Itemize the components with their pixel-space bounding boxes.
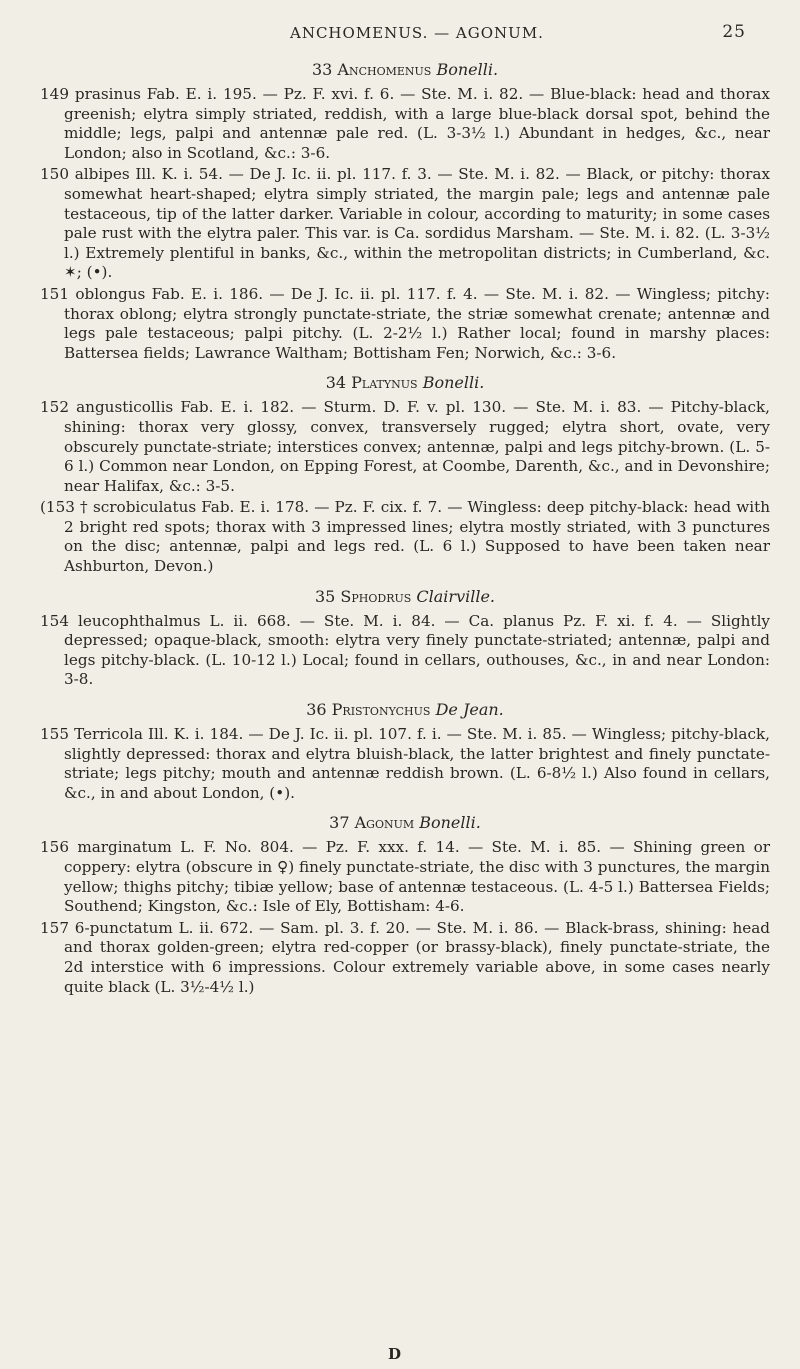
- section-heading: [40, 587, 770, 606]
- species-entry: [40, 285, 770, 363]
- entry-number: 157: [40, 918, 69, 937]
- section-heading: [40, 60, 770, 79]
- genus-author: De Jean.: [435, 700, 504, 720]
- species-entry: [40, 612, 770, 690]
- entry-text: Terricola Ill. K. i. 184. — De J. Ic. ii. pl. 107. f. i. — Ste. M. i. 85. — Wingless; pitchy-black, slightly depressed: thorax and elytra bluish-black, the latter brightest and finely punctate-striate; legs pitchy; mouth and antennæ reddish brown. (L. 6-8½ l.) Also found in cellars, &c., in and about London, (•).: [64, 725, 771, 802]
- species-entry: [40, 919, 770, 997]
- entry-number: 149: [40, 85, 69, 103]
- genus-name: 34 Platynus: [325, 373, 418, 393]
- entry-number: (153: [40, 498, 75, 517]
- species-entry: [40, 498, 770, 576]
- genus-name: 36 Pristonychus: [306, 700, 431, 720]
- running-head-title: ANCHOMENUS. — AGONUM.: [290, 24, 544, 42]
- entry-text: albipes Ill. K. i. 54. — De J. Ic. ii. pl. 117. f. 3. — Ste. M. i. 82. — Black, or pitchy: thorax somewhat heart-shaped; elytra simply striated, the margin pale; legs and antennæ pale testaceous, tip of the latter darker. Variable in colour, according to maturity; in some cases pale rust with the elytra paler. This var. is Ca. sordidus Marsham. — Ste. M. i. 82. (L. 3-3½ l.) Extremely plentiful in banks, &c., within the metropolitan districts; in Cumberland, &c. ✶; (•).: [64, 165, 771, 282]
- genus-name: 33 Anchomenus: [311, 60, 432, 79]
- genus-name: 35 Sphodrus: [314, 586, 412, 606]
- species-entry: [40, 165, 770, 283]
- section-heading: [40, 700, 770, 719]
- entry-number: 152: [40, 398, 69, 417]
- section-heading: [40, 373, 770, 392]
- section-heading: [40, 813, 770, 832]
- entry-number: 150: [40, 165, 69, 184]
- entry-text: angusticollis Fab. E. i. 182. — Sturm. D. F. v. pl. 130. — Ste. M. i. 83. — Pitchy-black, shining: thorax very glossy, convex, transversely rugged; elytra short, ovate, very obscurely punctate-striate; interstices convex; antennæ, palpi and legs pitchy-brown. (L. 5-6 l.) Common near London, on Epping Forest, at Coombe, Darenth, &c., and in Devonshire; near Halifax, &c.: 3-5.: [64, 398, 771, 495]
- entry-text: oblongus Fab. E. i. 186. — De J. Ic. ii. pl. 117. f. 4. — Ste. M. i. 82. — Wingless; pitchy: thorax oblong; elytra strongly punctate-striate, the striæ somewhat crenate; antennæ and legs pale testaceous; palpi pitchy. (L. 2-2½ l.) Rather local; found in marshy places: Battersea fields; Lawrance Waltham; Bottisham Fen; Norwich, &c.: 3-6.: [64, 284, 770, 362]
- genus-author: Bonelli.: [422, 373, 485, 393]
- entry-number: 155: [40, 725, 69, 744]
- species-entry: [40, 725, 770, 803]
- entry-text: leucophthalmus L. ii. 668. — Ste. M. i. 84. — Ca. planus Pz. F. xi. f. 4. — Slightly depressed; opaque-black, smooth: elytra very finely punctate-striated; antennæ, palpi and legs pitchy-black. (L. 10-12 l.) Local; found in cellars, outhouses, &c., in and near London: 3-8.: [64, 611, 771, 689]
- genus-author: Clairville.: [416, 586, 496, 606]
- species-entry: [40, 398, 770, 496]
- signature-mark: D: [388, 1345, 402, 1363]
- genus-author: Bonelli.: [419, 813, 481, 833]
- entry-text: marginatum L. F. No. 804. — Pz. F. xxx. f. 14. — Ste. M. i. 85. — Shining green or coppery: elytra (obscure in ♀) finely punctate-striate, the disc with 3 punctures, the margin yellow; thighs pitchy; tibiæ yellow; base of antennæ testaceous. (L. 4-5 l.) Battersea Fields; Southend; Kingston, &c.: Isle of Ely, Bottisham: 4-6.: [64, 838, 770, 916]
- page-number: 25: [722, 22, 746, 42]
- entry-number: 151: [40, 284, 69, 303]
- entry-text: prasinus Fab. E. i. 195. — Pz. F. xvi. f. 6. — Ste. M. i. 82. — Blue-black: head and thorax greenish; elytra simply striated, reddish, with a large blue-black dorsal spot, behind the middle; legs, palpi and antennæ pale red. (L. 3-3½ l.) Abundant in hedges, &c., near London; also in Scotland, &c.: 3-6.: [64, 85, 770, 162]
- entry-number: 154: [40, 611, 69, 630]
- genus-author: Bonelli.: [436, 60, 499, 79]
- running-head: [40, 20, 770, 50]
- entry-text: † scrobiculatus Fab. E. i. 178. — Pz. F. cix. f. 7. — Wingless: deep pitchy-black: head with 2 bright red spots; thorax with 3 impressed lines; elytra mostly striated, with 3 punctures on the disc; antennæ, palpi and legs red. (L. 6 l.) Supposed to have been taken near Ashburton, Devon.): [64, 498, 771, 576]
- entry-number: 156: [40, 838, 69, 857]
- entry-text: 6-punctatum L. ii. 672. — Sam. pl. 3. f. 20. — Ste. M. i. 86. — Black-brass, shining: head and thorax golden-green; elytra red-copper (or brassy-black), finely punctate-striate, the 2d interstice with 6 impressions. Colour extremely variable above, in some cases nearly quite black (L. 3½-4½ l.): [64, 918, 770, 996]
- species-entry: [40, 838, 770, 916]
- genus-name: 37 Agonum: [329, 813, 415, 833]
- species-entry: [40, 85, 770, 163]
